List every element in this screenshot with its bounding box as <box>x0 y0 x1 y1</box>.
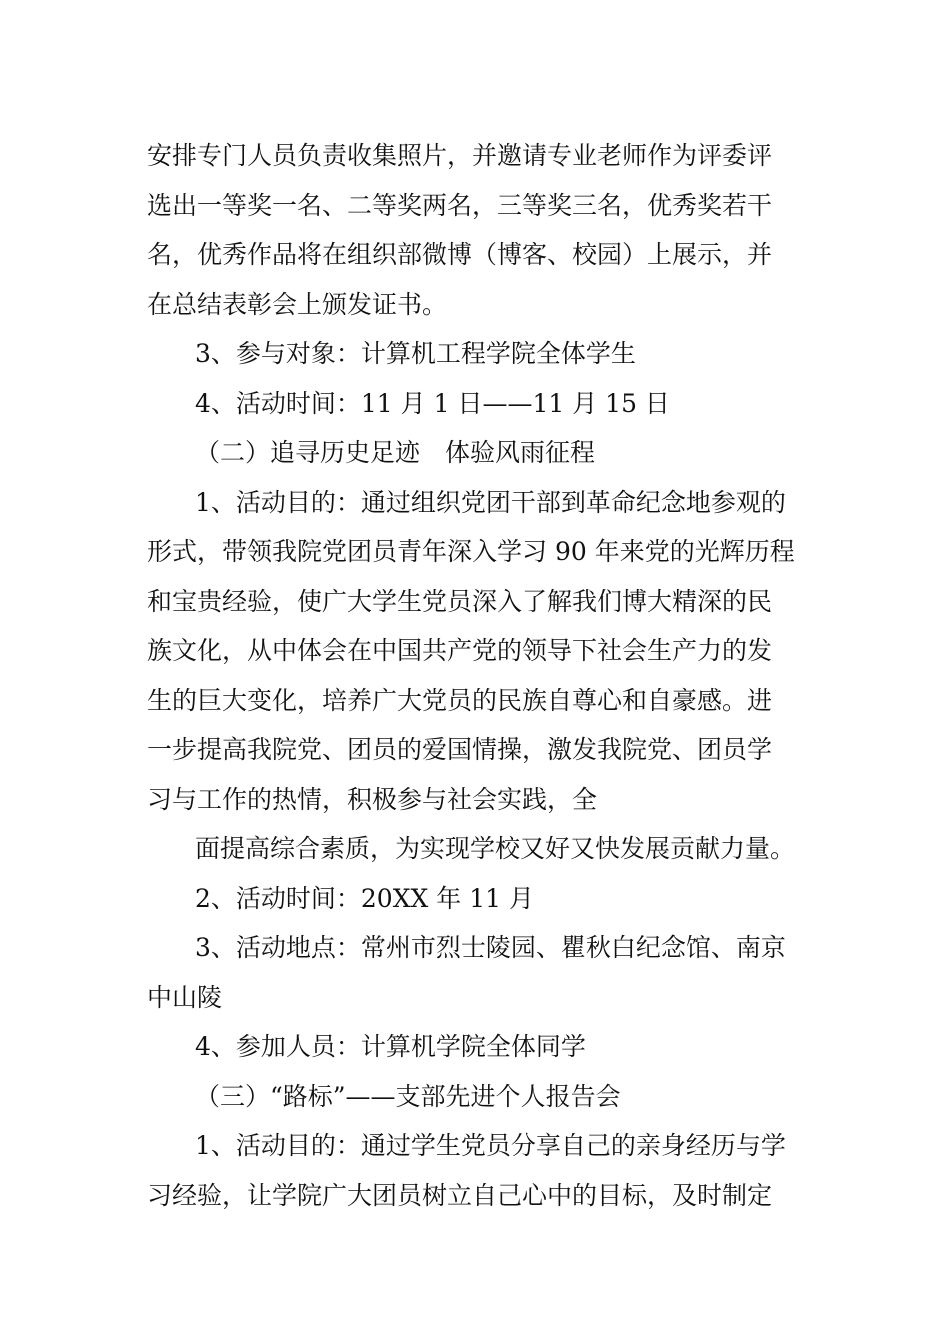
text-line: 和宝贵经验，使广大学生党员深入了解我们博大精深的民 <box>147 586 773 616</box>
text-line: 习经验，让学院广大团员树立自己心中的目标，及时制定 <box>147 1180 773 1210</box>
list-item-purpose: 1、活动目的：通过学生党员分享自己的亲身经历与学 <box>195 1131 786 1160</box>
list-item-purpose: 1、活动目的：通过组织党团干部到革命纪念地参观的 <box>195 487 786 517</box>
text-line: 中山陵 <box>147 982 223 1012</box>
text-line: 名，优秀作品将在组织部微博（博客、校园）上展示，并 <box>147 240 773 269</box>
document-body <box>147 131 807 1220</box>
text-line: 生的巨大变化，培养广大党员的民族自尊心和自豪感。进 <box>147 685 773 715</box>
list-item-activity-time: 2、活动时间：20XX 年 11 月 <box>195 883 534 913</box>
text-line: 族文化，从中体会在中国共产党的领导下社会生产力的发 <box>147 636 773 665</box>
text-line: 面提高综合素质，为实现学校又好又快发展贡献力量。 <box>195 834 796 863</box>
text-line: 选出一等奖一名、二等奖两名，三等奖三名，优秀奖若干 <box>147 190 773 220</box>
list-item-participants: 3、参与对象：计算机工程学院全体学生 <box>195 339 636 368</box>
list-item-activity-time: 4、活动时间：11 月 1 日——11 月 15 日 <box>195 388 670 418</box>
section-heading-3: （三）“路标”——支部先进个人报告会 <box>195 1081 621 1111</box>
text-line: 在总结表彰会上颁发证书。 <box>147 289 448 319</box>
text-line: 习与工作的热情，积极参与社会实践，全 <box>147 784 598 814</box>
text-line: 安排专门人员负责收集照片，并邀请专业老师作为评委评 <box>147 141 773 170</box>
text-line: 一步提高我院党、团员的爱国情操，激发我院党、团员学 <box>147 735 773 764</box>
list-item-attendees: 4、参加人员：计算机学院全体同学 <box>195 1032 586 1061</box>
section-heading-2: （二）追寻历史足迹 体验风雨征程 <box>195 438 596 467</box>
list-item-location: 3、活动地点：常州市烈士陵园、瞿秋白纪念馆、南京 <box>195 933 786 962</box>
text-line: 形式，带领我院党团员青年深入学习 90 年来党的光辉历程 <box>147 537 795 566</box>
